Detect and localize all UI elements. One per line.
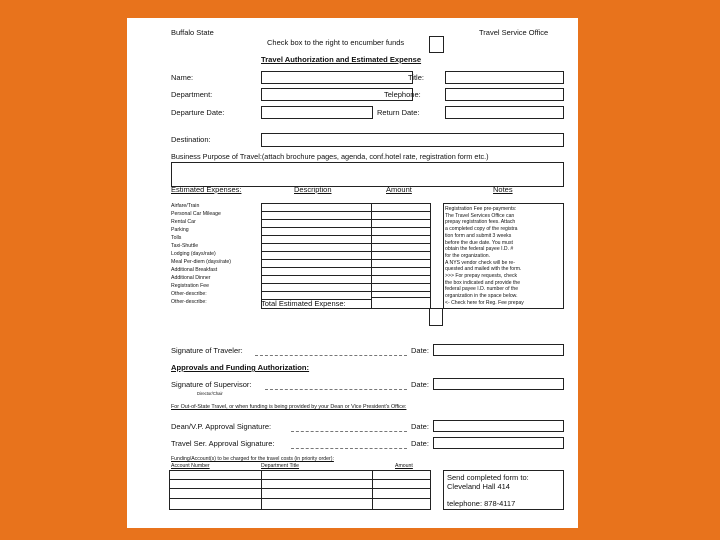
name-label: Name:	[171, 73, 194, 82]
expense-row-label: Other-describe:	[171, 291, 207, 297]
notes-line: obtain the federal payee I.D. #	[445, 246, 514, 253]
notes-line: federal payee I.D. number of the	[445, 286, 519, 293]
grid-row-line	[261, 235, 430, 236]
total-label: Total Estimated Expense:	[261, 299, 346, 308]
grid-row-line	[261, 211, 430, 212]
departure-date-label: Departure Date:	[171, 108, 225, 117]
approvals-heading: Approvals and Funding Authorization:	[171, 363, 310, 372]
supervisor-date-input[interactable]	[433, 378, 564, 390]
supervisor-signature-label: Signature of Supervisor:	[171, 380, 252, 389]
notes-header: Notes	[493, 185, 513, 194]
funding-col-department: Department Title	[261, 463, 300, 469]
expense-row-label: Personal Car Mileage	[171, 211, 221, 217]
funding-heading: Funding/Account(s) to be charged for the travel costs (in priority order):	[171, 456, 334, 462]
destination-label: Destination:	[171, 135, 211, 144]
expense-row-label: Lodging (days/rate)	[171, 251, 216, 257]
send-to-line2: Cleveland Hall 414	[447, 482, 510, 491]
funding-row-line	[169, 498, 430, 499]
return-date-input[interactable]	[445, 106, 564, 119]
traveler-date-label: Date:	[411, 346, 429, 355]
funding-col-account: Account Number	[171, 463, 210, 469]
telephone-label: Telephone:	[384, 90, 421, 99]
departure-date-input[interactable]	[261, 106, 373, 119]
dean-signature-line[interactable]	[291, 431, 407, 432]
funding-row-line	[169, 479, 430, 480]
supervisor-date-label: Date:	[411, 380, 429, 389]
funding-row-line	[169, 488, 430, 489]
grid-row-line	[261, 243, 430, 244]
notes-line: >>> For prepay requests, check	[445, 273, 518, 280]
expense-row-label: Other-describe:	[171, 299, 207, 305]
funding-grid[interactable]	[169, 470, 431, 510]
expense-row-label: Taxi-Shuttle	[171, 243, 199, 249]
tso-date-input[interactable]	[433, 437, 564, 449]
notes-line: prepay registration fees. Attach	[445, 219, 516, 226]
tso-signature-label: Travel Ser. Approval Signature:	[171, 439, 275, 448]
expense-row-label: Parking	[171, 227, 189, 233]
department-label: Department:	[171, 90, 213, 99]
notes-line: organization in the space below.	[445, 293, 518, 300]
funding-col-amount: Amount	[395, 463, 413, 469]
total-input[interactable]	[371, 297, 431, 309]
notes-line: the box indicated and provide the	[445, 279, 521, 286]
grid-row-line	[261, 291, 430, 292]
grid-row-line	[261, 251, 430, 252]
dean-date-input[interactable]	[433, 420, 564, 432]
travel-form-page	[127, 18, 578, 528]
name-input[interactable]	[261, 71, 413, 84]
title-label: Title:	[408, 73, 424, 82]
form-title: Travel Authorization and Estimated Expense	[261, 55, 422, 64]
amount-header: Amount	[386, 185, 412, 194]
estimated-expenses-header: Estimated Expenses:	[171, 185, 242, 194]
destination-input[interactable]	[261, 133, 564, 147]
traveler-signature-line[interactable]	[255, 355, 407, 356]
send-to-line1: Send completed form to:	[447, 473, 529, 482]
traveler-date-input[interactable]	[433, 344, 564, 356]
funding-divider	[372, 470, 373, 509]
return-date-label: Return Date:	[377, 108, 420, 117]
encumber-checkbox[interactable]	[429, 36, 444, 53]
notes-line: for the organization.	[445, 252, 491, 259]
notes-line: <- Check here for Reg. Fee prepay	[445, 299, 524, 306]
send-to-phone: telephone: 878-4117	[447, 499, 516, 508]
notes-text	[445, 206, 560, 307]
expense-row-label: Additional Dinner	[171, 275, 211, 281]
supervisor-signature-line[interactable]	[265, 389, 407, 390]
notes-line: A NYS vendor check will be re-	[445, 259, 515, 266]
grid-row-line	[261, 267, 430, 268]
reg-fee-prepay-checkbox[interactable]	[429, 308, 443, 326]
business-purpose-label: Business Purpose of Travel:(attach brochure pages, agenda, conf.hotel rate, registration form etc.)	[171, 152, 489, 161]
expense-row-label: Registration Fee	[171, 283, 210, 289]
grid-row-line	[261, 259, 430, 260]
telephone-input[interactable]	[445, 88, 564, 101]
notes-line: tion form and submit 3 weeks	[445, 232, 512, 239]
tso-date-label: Date:	[411, 439, 429, 448]
grid-row-line	[261, 283, 430, 284]
office-name: Travel Service Office	[479, 28, 549, 37]
expense-row-label: Additional Breakfast	[171, 267, 218, 273]
notes-line: The Travel Services Office can	[445, 212, 515, 219]
org-name: Buffalo State	[171, 28, 214, 37]
dean-signature-label: Dean/V.P. Approval Signature:	[171, 422, 272, 431]
notes-line: quested and mailed with the form.	[445, 266, 522, 273]
supervisor-sublabel: Director/Chair	[197, 391, 223, 396]
out-of-state-note: For Out-of-State Travel, or when funding is being provided by your Dean or Vice President's Office:	[171, 404, 407, 410]
expense-row-label: Tolls	[171, 235, 182, 241]
grid-row-line	[261, 227, 430, 228]
dean-date-label: Date:	[411, 422, 429, 431]
traveler-signature-label: Signature of Traveler:	[171, 346, 243, 355]
expense-row-label: Airfare/Train	[171, 203, 200, 209]
grid-row-line	[261, 219, 430, 220]
description-header: Description	[294, 185, 332, 194]
business-purpose-input[interactable]	[171, 162, 564, 187]
notes-line: Registration Fee pre-payments:	[445, 206, 517, 212]
expense-row-label: Meal Per-diem (days/rate)	[171, 259, 231, 265]
encumber-label: Check box to the right to encumber funds	[267, 38, 405, 47]
title-input[interactable]	[445, 71, 564, 84]
funding-divider	[261, 470, 262, 509]
expense-row-label: Rental Car	[171, 219, 196, 225]
tso-signature-line[interactable]	[291, 448, 407, 449]
notes-line: before the due date. You must	[445, 239, 513, 246]
grid-row-line	[261, 275, 430, 276]
notes-line: a completed copy of the registra	[445, 226, 518, 233]
